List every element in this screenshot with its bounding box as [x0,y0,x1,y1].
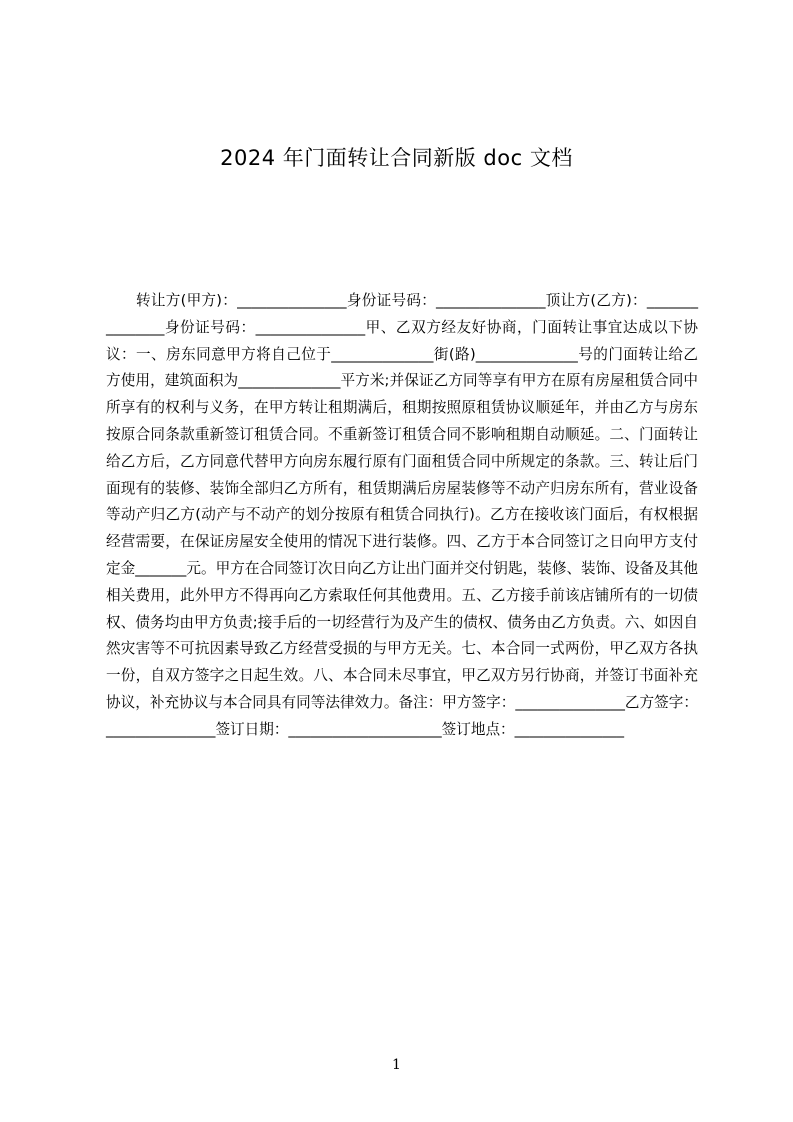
document-title: 2024 年门面转让合同新版 doc 文档 [220,146,573,170]
contract-body-text: 转让方(甲方)：_______________身份证号码：_______________顶让方(乙方)：_______________身份证号码：_______________甲、乙双方经友好协商，门面转让事宜达成以下协议：一、房东同意甲方将自己位于______________街(路)______________号的门面转让给乙方使用，建筑面积为______________平方米;并保证乙方同等享有甲方在原有房屋租赁合同中所享有的权利与义务，在甲方转让租期满后，租期按照原租赁协议顺延年，并由乙方与房东按原合同条款重新签订租赁合同。不重新签订租赁合同不影响租期自动顺延。二、门面转让给乙方后，乙方同意代替甲方向房东履行原有门面租赁合同中所规定的条款。三、转让后门面现有的装修、装饰全部归乙方所有，租赁期满后房屋装修等不动产归房东所有，营业设备等动产归乙方(动产与不动产的划分按原有租赁合同执行)。乙方在接收该门面后，有权根据经营需要，在保证房屋安全使用的情况下进行装修。四、乙方于本合同签订之日向甲方支付定金_______元。甲方在合同签订次日向乙方让出门面并交付钥匙，装修、装饰、设备及其他相关费用，此外甲方不得再向乙方索取任何其他费用。五、乙方接手前该店铺所有的一切债权、债务均由甲方负责;接手后的一切经营行为及产生的债权、债务由乙方负责。六、如因自然灾害等不可抗因素导致乙方经营受损的与甲方无关。七、本合同一式两份，甲乙双方各执一份，自双方签字之日起生效。八、本合同未尽事宜，甲乙双方另行协商，并签订书面补充协议，补充协议与本合同具有同等法律效力。备注：甲方签字：_______________乙方签字：_______________签订日期：_____________________签订地点：_______________ [106,292,698,738]
page-number: 1 [392,1057,401,1073]
